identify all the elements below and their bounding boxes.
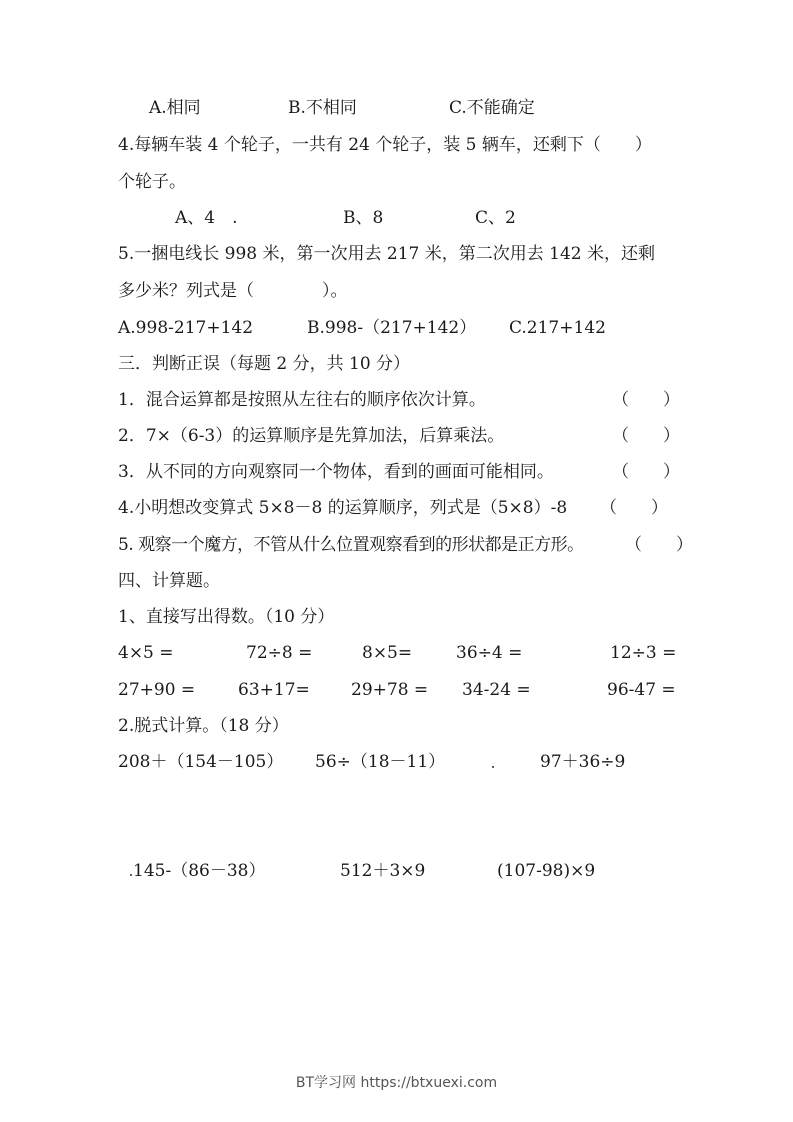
calc-r1-5: 12÷3 =	[610, 643, 677, 663]
stray-mark	[130, 874, 132, 876]
judge-paren-1[interactable]: （ ）	[612, 390, 680, 410]
calc-r2-4: 34-24 =	[462, 680, 531, 700]
calc-r1-4: 36÷4 =	[456, 643, 523, 663]
judge-paren-5[interactable]: （ ）	[625, 535, 693, 555]
q3-option-a: A.相同	[149, 98, 201, 118]
calc-r4-1: 145-（86－38）	[133, 861, 266, 881]
judge-item-5: 5. 观察一个魔方，不管从什么位置观察看到的形状都是正方形。	[118, 535, 584, 555]
calc-r2-5: 96-47 =	[607, 680, 676, 700]
calc-r1-1: 4×5 =	[118, 643, 174, 663]
q4-option-b: B、8	[343, 208, 384, 228]
judge-item-1: 1．混合运算都是按照从左往右的顺序依次计算。	[118, 390, 486, 410]
q5-text-cont: 多少米？列式是（ ）。	[118, 281, 348, 301]
q4-option-a: A、4 .	[175, 208, 238, 228]
judge-item-4: 4.小明想改变算式 5×8－8 的运算顺序，列式是（5×8）-8	[118, 498, 568, 518]
calc-r2-2: 63+17=	[238, 680, 310, 700]
calc-r3-1: 208＋（154－105）	[118, 752, 284, 772]
q5-text: 5.一捆电线长 998 米，第一次用去 217 米，第二次用去 142 米，还剩	[118, 244, 655, 264]
section3-title: 三．判断正误（每题 2 分，共 10 分）	[118, 354, 411, 374]
stray-mark	[492, 766, 494, 768]
calc-r4-2: 512＋3×9	[340, 861, 426, 881]
q4-text-cont: 个轮子。	[118, 172, 186, 192]
section4-title: 四、计算题。	[118, 571, 220, 591]
q4-text: 4.每辆车装 4 个轮子，一共有 24 个轮子，装 5 辆车，还剩下（ ）	[118, 135, 652, 155]
calc-r2-3: 29+78 =	[351, 680, 429, 700]
judge-item-2: 2．7×（6-3）的运算顺序是先算加法，后算乘法。	[118, 426, 505, 446]
calc-r1-2: 72÷8 =	[246, 643, 313, 663]
q5-option-a: A.998-217+142	[118, 318, 254, 338]
calc-sub1-title: 1、直接写出得数。（10 分）	[118, 607, 335, 627]
calc-r1-3: 8×5=	[362, 643, 413, 663]
judge-paren-3[interactable]: （ ）	[612, 462, 680, 482]
judge-paren-2[interactable]: （ ）	[612, 426, 680, 446]
calc-sub2-title: 2.脱式计算。（18 分）	[118, 716, 289, 736]
q4-option-c: C、2	[475, 208, 516, 228]
judge-paren-4[interactable]: （ ）	[600, 498, 668, 518]
calc-r3-3: 97＋36÷9	[540, 752, 626, 772]
calc-r3-2: 56÷（18－11）	[315, 752, 446, 772]
q5-option-c: C.217+142	[509, 318, 606, 338]
q3-option-c: C.不能确定	[449, 98, 535, 118]
footer-watermark: BT学习网 https://btxuexi.com	[295, 1075, 498, 1091]
judge-item-3: 3．从不同的方向观察同一个物体，看到的画面可能相同。	[118, 462, 554, 482]
q3-option-b: B.不相同	[288, 98, 357, 118]
q5-option-b: B.998-（217+142）	[307, 318, 477, 338]
calc-r4-3: (107-98)×9	[497, 861, 596, 881]
calc-r2-1: 27+90 =	[118, 680, 196, 700]
